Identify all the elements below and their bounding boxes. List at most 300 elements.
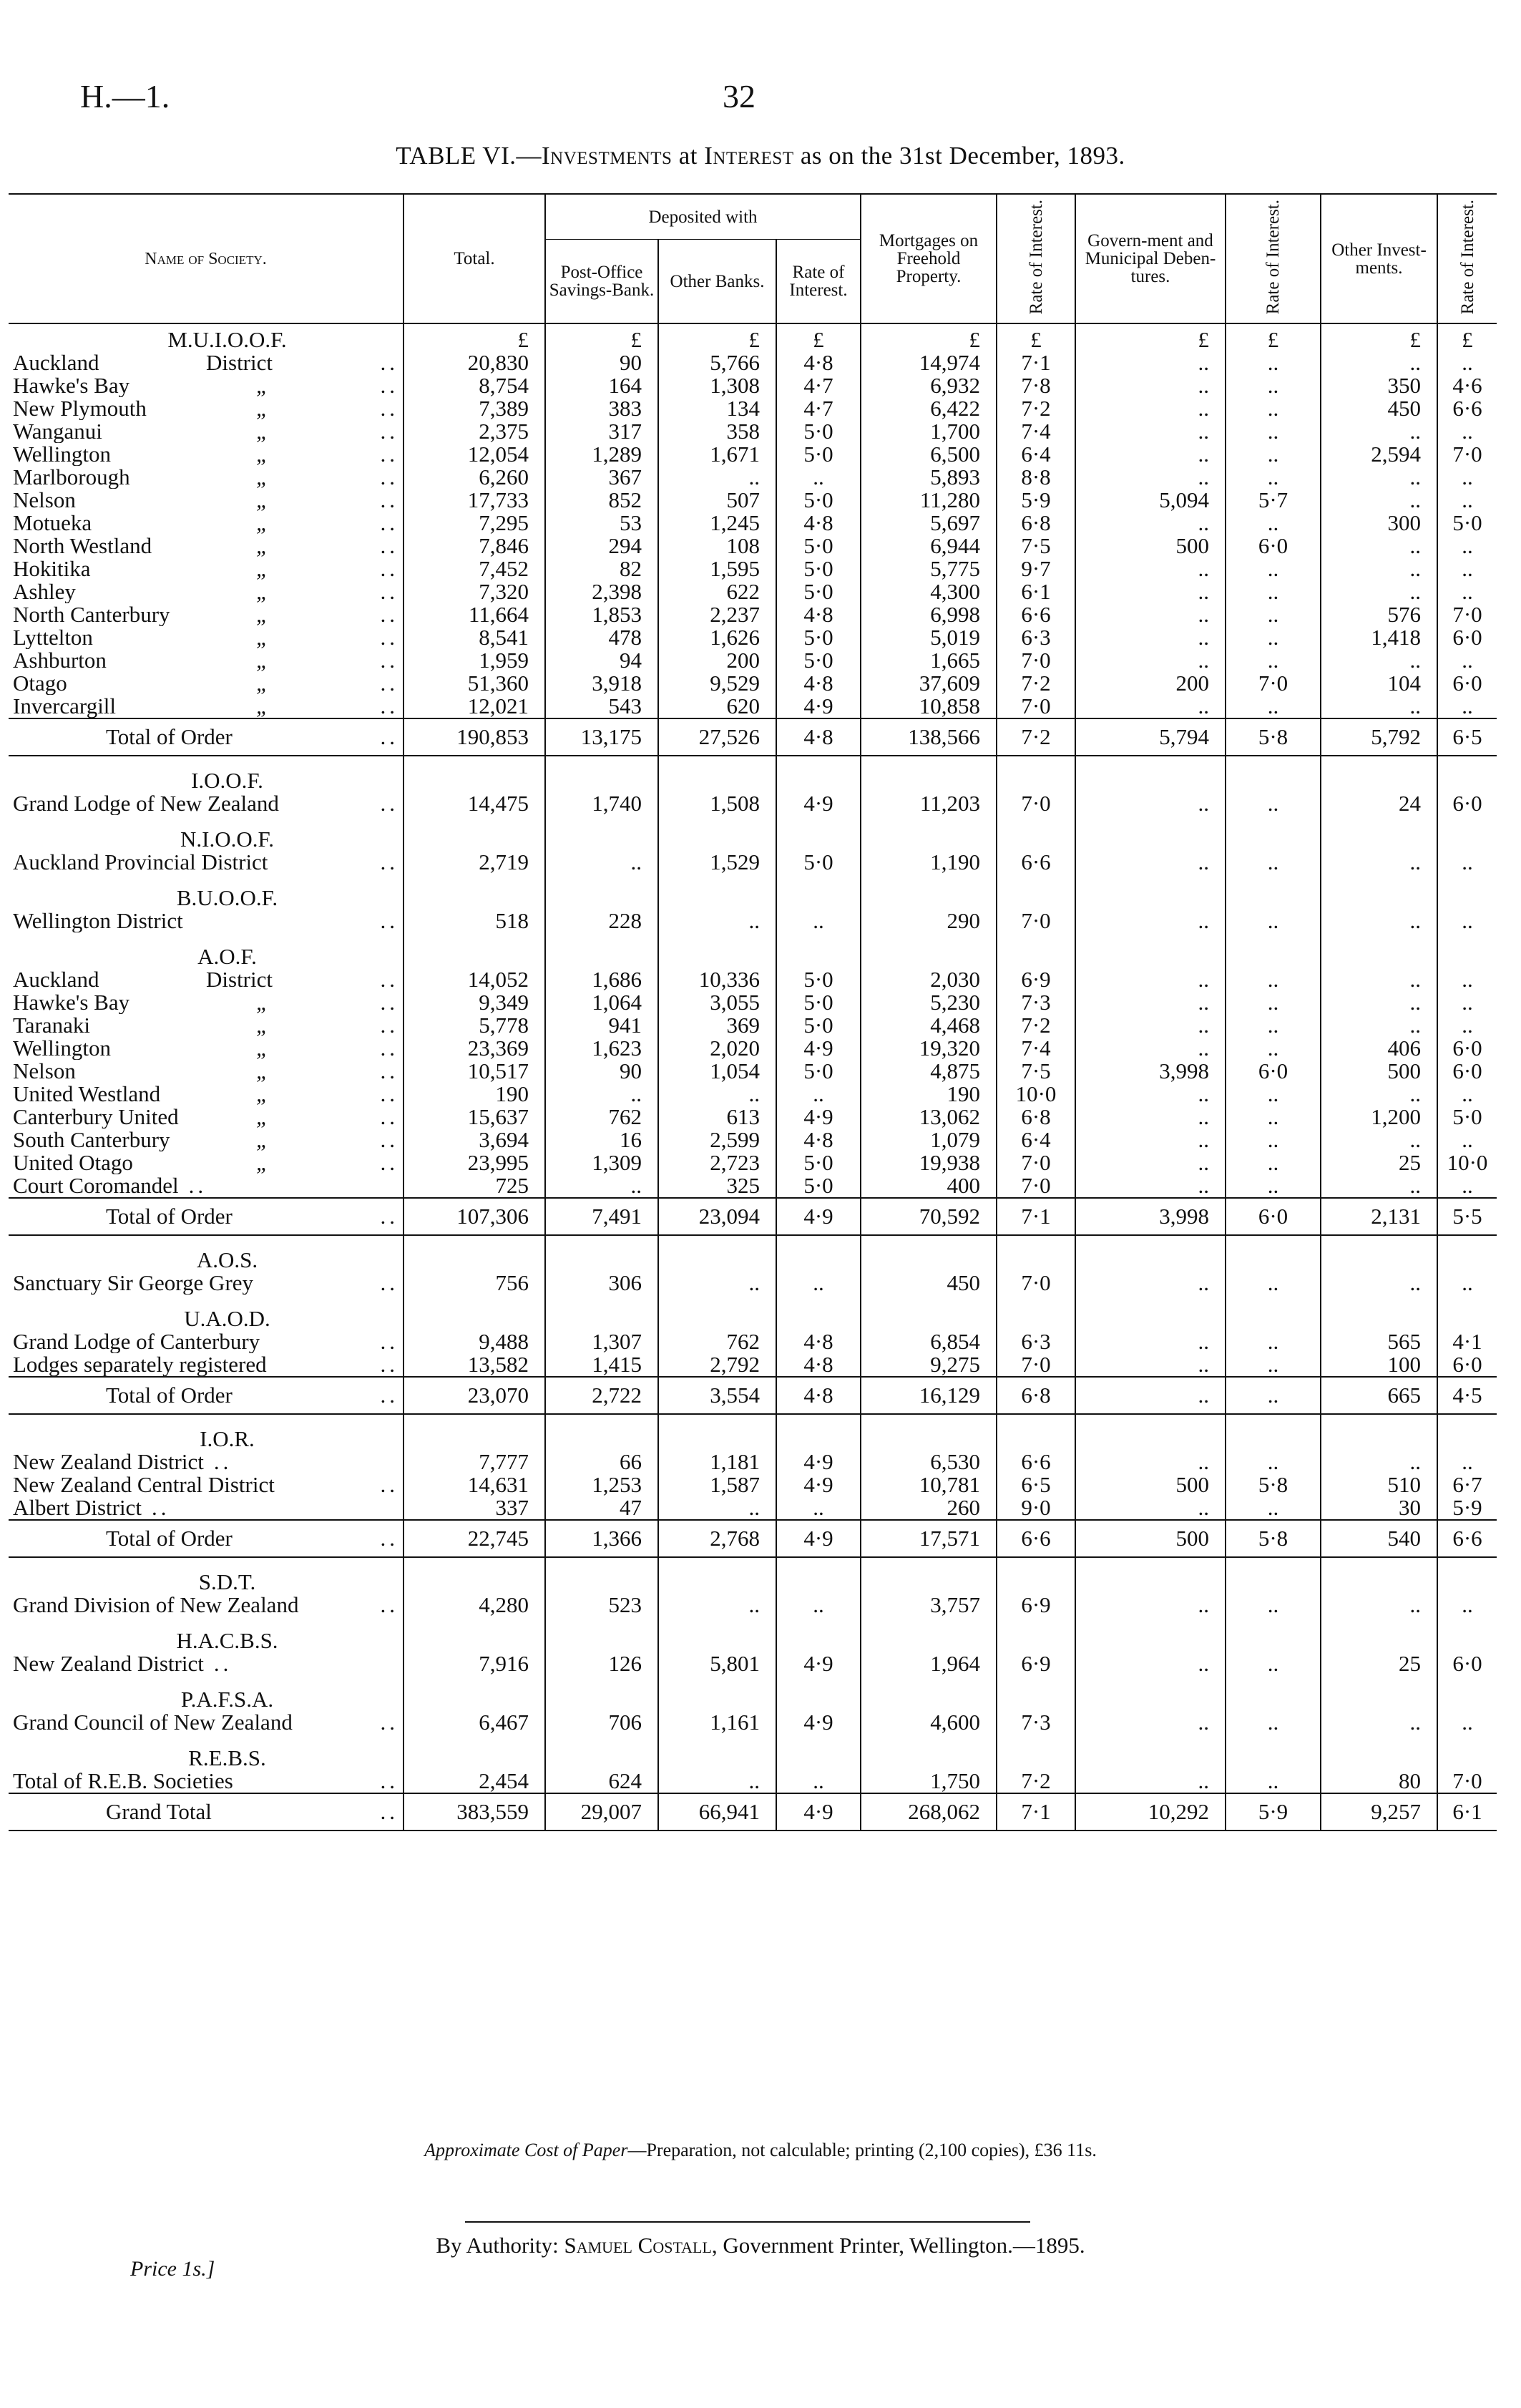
cell: 7·8 bbox=[997, 374, 1075, 397]
group-heading-row bbox=[9, 323, 1497, 351]
cell bbox=[545, 1747, 658, 1770]
cell: 7·0 bbox=[1437, 443, 1497, 466]
cell: .. bbox=[1437, 489, 1497, 512]
cell: 7·4 bbox=[997, 1037, 1075, 1060]
cell bbox=[861, 1629, 997, 1652]
table-row bbox=[9, 1652, 1497, 1675]
cell: .. bbox=[1075, 397, 1226, 420]
table-row bbox=[9, 1083, 1497, 1106]
spacer-row bbox=[9, 1734, 1497, 1747]
cell bbox=[1321, 1571, 1437, 1594]
cell: 4·7 bbox=[776, 397, 861, 420]
cell: .. bbox=[1075, 1330, 1226, 1353]
cell: .. bbox=[1226, 626, 1321, 649]
cell: .. bbox=[1226, 374, 1321, 397]
cell: .. bbox=[1437, 1014, 1497, 1037]
cell: 5,019 bbox=[861, 626, 997, 649]
cell: 1,626 bbox=[658, 626, 776, 649]
cell: 6·3 bbox=[997, 626, 1075, 649]
cell: 228 bbox=[545, 910, 658, 932]
cell: .. bbox=[1075, 1083, 1226, 1106]
cell bbox=[545, 1571, 658, 1594]
cell bbox=[997, 828, 1075, 851]
cell: .. bbox=[1437, 557, 1497, 580]
spacer-row bbox=[9, 1617, 1497, 1629]
cell: 5·0 bbox=[776, 443, 861, 466]
cell: .. bbox=[1437, 466, 1497, 489]
cell: 7,777 bbox=[404, 1451, 545, 1473]
society-group-name: I.O.O.F. bbox=[191, 769, 263, 792]
cell: 190 bbox=[404, 1083, 545, 1106]
cell bbox=[545, 945, 658, 968]
cell: 4·8 bbox=[776, 1129, 861, 1151]
cell: .. bbox=[1226, 1014, 1321, 1037]
cell bbox=[776, 1249, 861, 1272]
cell: .. bbox=[1226, 397, 1321, 420]
cell: 8·8 bbox=[997, 466, 1075, 489]
page-number: 32 bbox=[723, 78, 755, 114]
cell: .. bbox=[1075, 1037, 1226, 1060]
cell: .. bbox=[658, 466, 776, 489]
cell: .. bbox=[1321, 580, 1437, 603]
cell: 6·9 bbox=[997, 1652, 1075, 1675]
cell: 5,766 bbox=[658, 351, 776, 374]
cell bbox=[1075, 1571, 1226, 1594]
cell: .. bbox=[1075, 649, 1226, 672]
cell: 1,366 bbox=[545, 1520, 658, 1557]
cell: 5·0 bbox=[776, 968, 861, 991]
cell: 1,200 bbox=[1321, 1106, 1437, 1129]
cell: .. bbox=[545, 1083, 658, 1106]
society-name: Auckland Provincial District .. bbox=[13, 851, 398, 874]
cell: .. bbox=[1075, 968, 1226, 991]
cell: .. bbox=[545, 1174, 658, 1198]
cell: 4·5 bbox=[1437, 1377, 1497, 1414]
cell: 4·9 bbox=[776, 1106, 861, 1129]
cell: .. bbox=[545, 851, 658, 874]
cell: 138,566 bbox=[861, 718, 997, 756]
cell: 624 bbox=[545, 1770, 658, 1793]
cell: £ bbox=[1321, 323, 1437, 351]
cell: .. bbox=[1437, 968, 1497, 991]
cell bbox=[861, 769, 997, 792]
cell: 30 bbox=[1321, 1496, 1437, 1520]
cell: 7·0 bbox=[997, 1353, 1075, 1377]
society-name: Lyttelton „ .. bbox=[13, 626, 398, 649]
cell: .. bbox=[1321, 991, 1437, 1014]
cell: 383 bbox=[545, 397, 658, 420]
cell: 5·0 bbox=[776, 649, 861, 672]
cell: .. bbox=[1226, 1129, 1321, 1151]
cell: 10·0 bbox=[997, 1083, 1075, 1106]
cell: .. bbox=[1075, 1377, 1226, 1414]
cell: 6·0 bbox=[1437, 626, 1497, 649]
cell bbox=[1321, 769, 1437, 792]
cell bbox=[861, 1307, 997, 1330]
cell: 6,467 bbox=[404, 1711, 545, 1734]
cell: 1,245 bbox=[658, 512, 776, 535]
society-name: Hokitika „ .. bbox=[13, 557, 398, 580]
cell: .. bbox=[1075, 851, 1226, 874]
cell: 3,554 bbox=[658, 1377, 776, 1414]
cell: 4,600 bbox=[861, 1711, 997, 1734]
spacer-row bbox=[9, 1557, 1497, 1571]
group-heading-row bbox=[9, 1307, 1497, 1330]
cell: .. bbox=[1437, 1174, 1497, 1198]
cell: .. bbox=[1226, 580, 1321, 603]
cell: 4,300 bbox=[861, 580, 997, 603]
cell bbox=[776, 945, 861, 968]
cell bbox=[1075, 1747, 1226, 1770]
table-row bbox=[9, 466, 1497, 489]
cell: .. bbox=[1075, 420, 1226, 443]
table-row bbox=[9, 535, 1497, 557]
cell: 12,021 bbox=[404, 695, 545, 718]
cell: 6,260 bbox=[404, 466, 545, 489]
cell bbox=[997, 945, 1075, 968]
cell: 4·8 bbox=[776, 718, 861, 756]
cell: 8,541 bbox=[404, 626, 545, 649]
cell bbox=[1226, 1747, 1321, 1770]
table-row bbox=[9, 991, 1497, 1014]
cell: 450 bbox=[861, 1272, 997, 1295]
cell: .. bbox=[1226, 1272, 1321, 1295]
cell: 4·9 bbox=[776, 1520, 861, 1557]
cell: 383,559 bbox=[404, 1793, 545, 1831]
table-row bbox=[9, 792, 1497, 815]
cell: 4·9 bbox=[776, 1793, 861, 1831]
cell bbox=[404, 769, 545, 792]
cell: .. bbox=[658, 1594, 776, 1617]
table-body bbox=[9, 323, 1497, 1831]
society-name: New Zealand District .. bbox=[13, 1652, 233, 1675]
cell: .. bbox=[1321, 420, 1437, 443]
cell: 7·1 bbox=[997, 351, 1075, 374]
table-title: TABLE VI.—Investments at Interest as on the 31st December, 1893. bbox=[396, 142, 1125, 170]
cell bbox=[404, 1249, 545, 1272]
cell: 7·5 bbox=[997, 535, 1075, 557]
col-other-rate: Rate of Interest. bbox=[1437, 194, 1497, 323]
cell: 5·0 bbox=[776, 535, 861, 557]
cell: 47 bbox=[545, 1496, 658, 1520]
cell: 260 bbox=[861, 1496, 997, 1520]
cell: £ bbox=[658, 323, 776, 351]
cell: .. bbox=[1226, 1496, 1321, 1520]
society-group-name: P.A.F.S.A. bbox=[180, 1688, 274, 1711]
cell: 6·0 bbox=[1226, 1198, 1321, 1235]
cell bbox=[1226, 1249, 1321, 1272]
table-row bbox=[9, 557, 1497, 580]
cell: 14,974 bbox=[861, 351, 997, 374]
cell: .. bbox=[1075, 1129, 1226, 1151]
cell: 6·4 bbox=[997, 443, 1075, 466]
cell: 7·4 bbox=[997, 420, 1075, 443]
cell: 9,257 bbox=[1321, 1793, 1437, 1831]
cell bbox=[997, 1428, 1075, 1451]
cell: 66 bbox=[545, 1451, 658, 1473]
cell: 500 bbox=[1075, 1473, 1226, 1496]
cell bbox=[997, 1249, 1075, 1272]
cell bbox=[1075, 945, 1226, 968]
cell bbox=[1321, 1688, 1437, 1711]
cell bbox=[1075, 1688, 1226, 1711]
table-row bbox=[9, 512, 1497, 535]
cell: 14,475 bbox=[404, 792, 545, 815]
cell: 10·0 bbox=[1437, 1151, 1497, 1174]
cell bbox=[658, 1747, 776, 1770]
cell: .. bbox=[1075, 603, 1226, 626]
cell bbox=[1437, 1629, 1497, 1652]
cell: .. bbox=[1226, 968, 1321, 991]
group-heading-row bbox=[9, 1571, 1497, 1594]
cell: .. bbox=[1321, 968, 1437, 991]
cell: .. bbox=[1226, 420, 1321, 443]
cell: .. bbox=[1321, 649, 1437, 672]
col-other-banks: Other Banks. bbox=[658, 240, 776, 324]
cell: .. bbox=[1321, 1014, 1437, 1037]
cell: 200 bbox=[1075, 672, 1226, 695]
cell: 3,694 bbox=[404, 1129, 545, 1151]
table-row bbox=[9, 1594, 1497, 1617]
cell bbox=[545, 887, 658, 910]
col-bank-rate: Rate of Interest. bbox=[776, 240, 861, 324]
cell: 1,415 bbox=[545, 1353, 658, 1377]
society-name: New Plymouth „ .. bbox=[13, 397, 398, 420]
cell: £ bbox=[1437, 323, 1497, 351]
cell: .. bbox=[776, 1083, 861, 1106]
cell bbox=[1075, 1629, 1226, 1652]
cell bbox=[997, 1307, 1075, 1330]
cell: .. bbox=[1321, 489, 1437, 512]
cell: 37,609 bbox=[861, 672, 997, 695]
cell: 1,623 bbox=[545, 1037, 658, 1060]
cell bbox=[545, 1307, 658, 1330]
society-group-name: B.U.O.O.F. bbox=[176, 887, 278, 910]
cell: 126 bbox=[545, 1652, 658, 1675]
cell: .. bbox=[1321, 466, 1437, 489]
table-row bbox=[9, 1451, 1497, 1473]
cell: 1,595 bbox=[658, 557, 776, 580]
table-row bbox=[9, 1151, 1497, 1174]
cell: .. bbox=[1437, 1451, 1497, 1473]
cell: 1,054 bbox=[658, 1060, 776, 1083]
table-row bbox=[9, 374, 1497, 397]
cell bbox=[1321, 1629, 1437, 1652]
cell bbox=[658, 1249, 776, 1272]
cell: 4·8 bbox=[776, 512, 861, 535]
cell: 543 bbox=[545, 695, 658, 718]
society-group-name: I.O.R. bbox=[200, 1428, 255, 1451]
society-name: Ashley „ .. bbox=[13, 580, 398, 603]
society-group-name: U.A.O.D. bbox=[184, 1307, 270, 1330]
cell: 29,007 bbox=[545, 1793, 658, 1831]
spacer-row bbox=[9, 1235, 1497, 1249]
group-heading-row bbox=[9, 945, 1497, 968]
cell: 4·9 bbox=[776, 1473, 861, 1496]
cell: 7·3 bbox=[997, 1711, 1075, 1734]
cell bbox=[1437, 1428, 1497, 1451]
cell: 9,529 bbox=[658, 672, 776, 695]
cell: 5·0 bbox=[776, 489, 861, 512]
cell bbox=[997, 887, 1075, 910]
cell: 7·3 bbox=[997, 991, 1075, 1014]
society-name: Wellington „ .. bbox=[13, 443, 398, 466]
cell: 5,792 bbox=[1321, 718, 1437, 756]
cell: 2,454 bbox=[404, 1770, 545, 1793]
cell: .. bbox=[1075, 1652, 1226, 1675]
cell: 6·1 bbox=[1437, 1793, 1497, 1831]
cell: 7·0 bbox=[1437, 603, 1497, 626]
cell: .. bbox=[1226, 1106, 1321, 1129]
cell: .. bbox=[1075, 626, 1226, 649]
cell bbox=[1321, 887, 1437, 910]
cell: 6·4 bbox=[997, 1129, 1075, 1151]
cell bbox=[404, 1629, 545, 1652]
cell: 5,778 bbox=[404, 1014, 545, 1037]
cell bbox=[1437, 1249, 1497, 1272]
cell: 1,587 bbox=[658, 1473, 776, 1496]
cell: 19,938 bbox=[861, 1151, 997, 1174]
cell bbox=[1075, 769, 1226, 792]
cell: 7·0 bbox=[1226, 672, 1321, 695]
table-row bbox=[9, 968, 1497, 991]
cell: 2,723 bbox=[658, 1151, 776, 1174]
society-name: Court Coromandel .. bbox=[13, 1174, 207, 1198]
cell bbox=[861, 945, 997, 968]
cell bbox=[861, 1249, 997, 1272]
cell: 1,686 bbox=[545, 968, 658, 991]
cell: 11,664 bbox=[404, 603, 545, 626]
spacer-row bbox=[9, 756, 1497, 769]
cell: 6·0 bbox=[1226, 1060, 1321, 1083]
cell: 1,529 bbox=[658, 851, 776, 874]
cell: .. bbox=[658, 910, 776, 932]
cell: 7·5 bbox=[997, 1060, 1075, 1083]
cell: .. bbox=[1075, 1451, 1226, 1473]
cell: 7,320 bbox=[404, 580, 545, 603]
cell: 4·9 bbox=[776, 1451, 861, 1473]
cell: 7,389 bbox=[404, 397, 545, 420]
cell bbox=[776, 887, 861, 910]
society-name: Marlborough „ .. bbox=[13, 466, 398, 489]
cell: 5·0 bbox=[776, 626, 861, 649]
cell: 5·7 bbox=[1226, 489, 1321, 512]
cell: 7,916 bbox=[404, 1652, 545, 1675]
cell: 1,671 bbox=[658, 443, 776, 466]
cell: 400 bbox=[861, 1174, 997, 1198]
cell: 200 bbox=[658, 649, 776, 672]
cell: 268,062 bbox=[861, 1793, 997, 1831]
cell: 5·0 bbox=[776, 1151, 861, 1174]
cell: .. bbox=[1075, 466, 1226, 489]
cell bbox=[1226, 1629, 1321, 1652]
cell: 7,846 bbox=[404, 535, 545, 557]
cell: 6·6 bbox=[997, 1451, 1075, 1473]
cell: .. bbox=[1075, 1174, 1226, 1198]
cell: £ bbox=[1075, 323, 1226, 351]
cell: 500 bbox=[1075, 1520, 1226, 1557]
cell: 756 bbox=[404, 1272, 545, 1295]
cell: .. bbox=[658, 1496, 776, 1520]
cell: 25 bbox=[1321, 1652, 1437, 1675]
society-name: Sanctuary Sir George Grey .. bbox=[13, 1272, 398, 1295]
cell bbox=[404, 887, 545, 910]
cell: 10,517 bbox=[404, 1060, 545, 1083]
cell: 350 bbox=[1321, 374, 1437, 397]
cell: 13,175 bbox=[545, 718, 658, 756]
cell: 10,292 bbox=[1075, 1793, 1226, 1831]
cell: 14,052 bbox=[404, 968, 545, 991]
cell: 6·0 bbox=[1437, 1060, 1497, 1083]
cell: 2,594 bbox=[1321, 443, 1437, 466]
cell: .. bbox=[1226, 1377, 1321, 1414]
cell: 3,918 bbox=[545, 672, 658, 695]
cell: 6,422 bbox=[861, 397, 997, 420]
cell bbox=[997, 1747, 1075, 1770]
society-name: Grand Division of New Zealand .. bbox=[13, 1594, 398, 1617]
cell: 5·8 bbox=[1226, 1520, 1321, 1557]
cell: .. bbox=[1321, 535, 1437, 557]
society-name: Wellington District .. bbox=[13, 910, 398, 932]
society-name: Taranaki „ .. bbox=[13, 1014, 398, 1037]
cell: 9,275 bbox=[861, 1353, 997, 1377]
cell: 5·9 bbox=[1226, 1793, 1321, 1831]
cell: .. bbox=[1321, 1174, 1437, 1198]
cell: 3,998 bbox=[1075, 1060, 1226, 1083]
cell: 6,500 bbox=[861, 443, 997, 466]
cell: .. bbox=[776, 466, 861, 489]
cell: 500 bbox=[1321, 1060, 1437, 1083]
cell bbox=[997, 1688, 1075, 1711]
cell: 164 bbox=[545, 374, 658, 397]
cell: 82 bbox=[545, 557, 658, 580]
cell: .. bbox=[658, 1272, 776, 1295]
cell bbox=[1437, 945, 1497, 968]
society-name: Nelson „ .. bbox=[13, 1060, 398, 1083]
cell: .. bbox=[1226, 1083, 1321, 1106]
cell: 23,094 bbox=[658, 1198, 776, 1235]
cell: 6·5 bbox=[1437, 718, 1497, 756]
cell: 104 bbox=[1321, 672, 1437, 695]
cell: 5·0 bbox=[776, 991, 861, 1014]
cell: .. bbox=[1321, 351, 1437, 374]
cell: .. bbox=[1437, 1711, 1497, 1734]
cell: 2,237 bbox=[658, 603, 776, 626]
cell: 9·0 bbox=[997, 1496, 1075, 1520]
cell: 6·0 bbox=[1437, 1353, 1497, 1377]
cell: 2,030 bbox=[861, 968, 997, 991]
cell bbox=[1226, 1307, 1321, 1330]
society-group-name: A.O.S. bbox=[196, 1249, 258, 1272]
cell: .. bbox=[1226, 1594, 1321, 1617]
cell: .. bbox=[1437, 1272, 1497, 1295]
cell: .. bbox=[1226, 991, 1321, 1014]
cell: .. bbox=[1321, 910, 1437, 932]
cell: .. bbox=[1075, 351, 1226, 374]
cell: 5·0 bbox=[776, 580, 861, 603]
table-row bbox=[9, 649, 1497, 672]
total-label: Total of Order .. bbox=[9, 718, 404, 756]
cell: 6·6 bbox=[997, 1520, 1075, 1557]
cell: 7·0 bbox=[997, 1174, 1075, 1198]
cell: 7,295 bbox=[404, 512, 545, 535]
cell: £ bbox=[776, 323, 861, 351]
cell: 576 bbox=[1321, 603, 1437, 626]
cell: 12,054 bbox=[404, 443, 545, 466]
total-row bbox=[9, 1520, 1497, 1557]
cell: 3,757 bbox=[861, 1594, 997, 1617]
cell: 317 bbox=[545, 420, 658, 443]
